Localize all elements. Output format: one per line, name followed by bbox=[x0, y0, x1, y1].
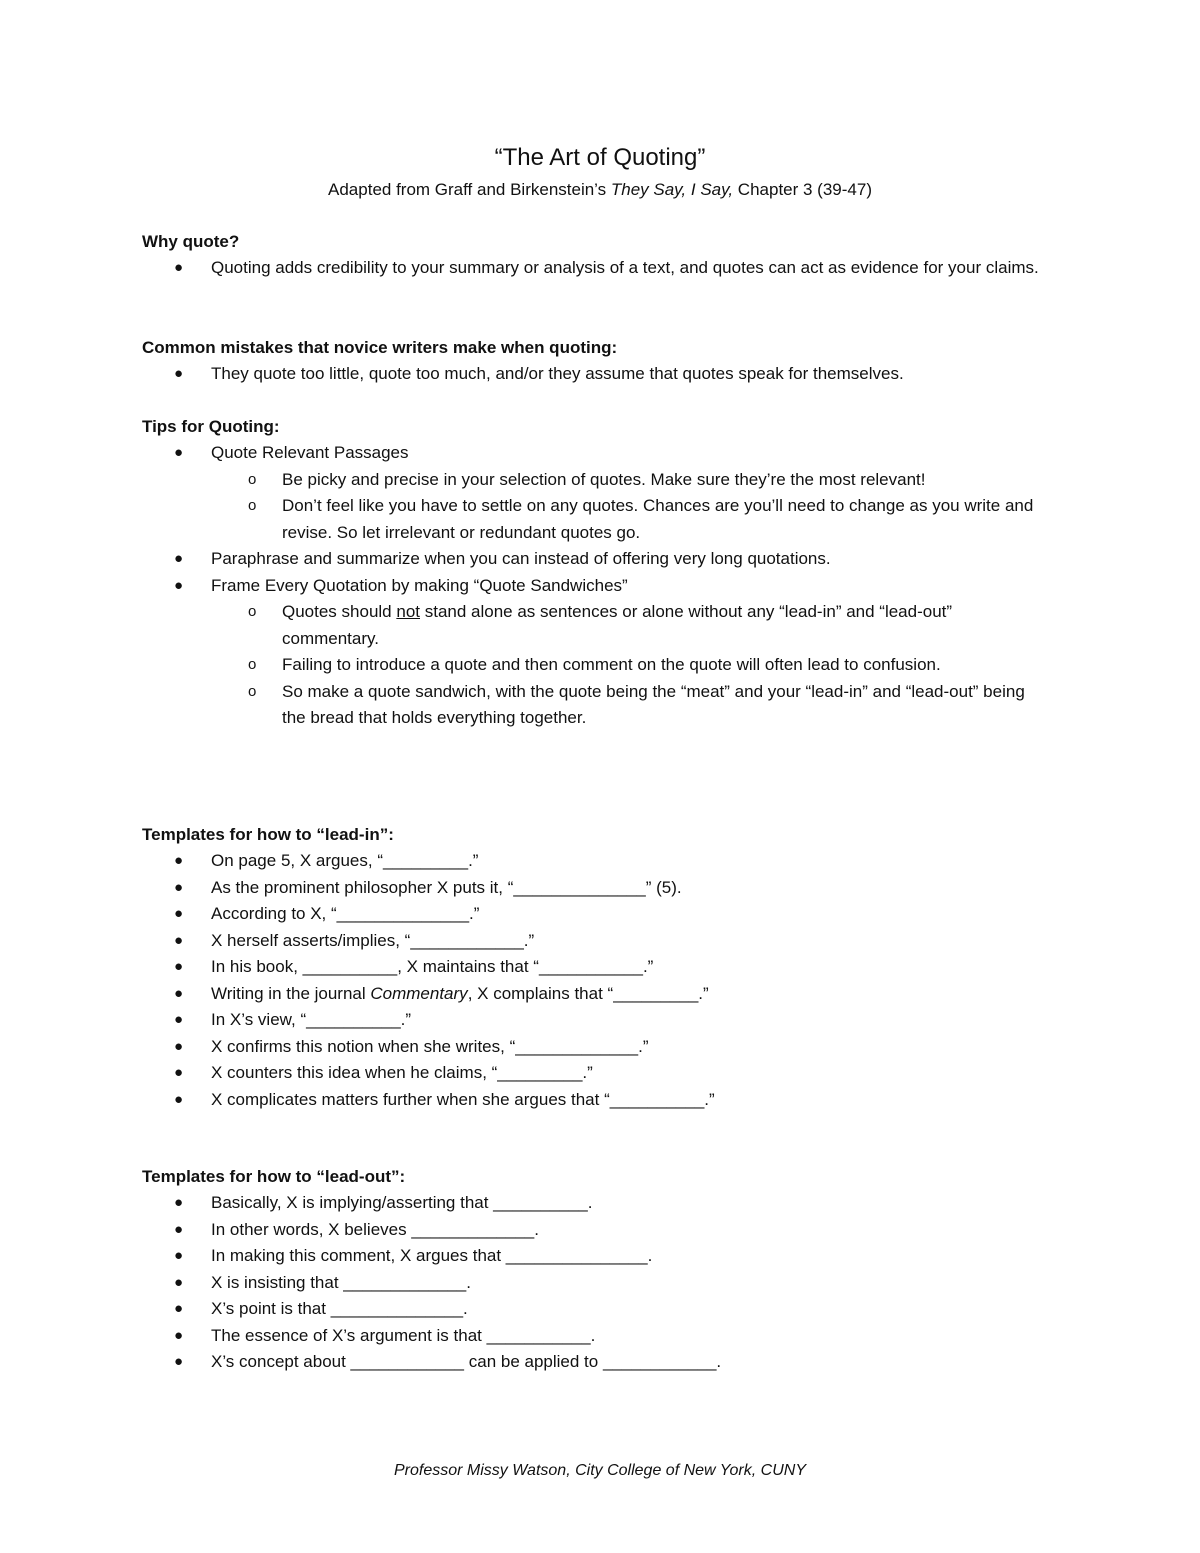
document-title: “The Art of Quoting” bbox=[494, 144, 706, 171]
sub-list-item-text: So make a quote sandwich, with the quote being the “meat” and your “lead-in” and “lead-out” being the bread that holds everything together. bbox=[282, 681, 1025, 727]
list-item bbox=[142, 546, 1052, 573]
bullet-icon: ● bbox=[174, 1011, 184, 1028]
list-item bbox=[142, 1296, 1052, 1323]
sub-list-item-text: Be picky and precise in your selection of quotes. Make sure they’re the most relevant! bbox=[282, 469, 926, 489]
section-heading: Templates for how to “lead-in”: bbox=[142, 825, 394, 844]
list-item bbox=[142, 1217, 1052, 1244]
bullet-icon: ● bbox=[174, 550, 184, 567]
list-item bbox=[142, 1034, 1052, 1061]
sub-list bbox=[211, 467, 1052, 547]
list-item bbox=[142, 1007, 1052, 1034]
sub-list-item-text: stand alone as sentences or alone without any “lead-in” and “lead-out” commentary. bbox=[282, 602, 953, 648]
list-item bbox=[142, 981, 1052, 1008]
bullet-icon: ● bbox=[174, 878, 184, 896]
section-lead-in-templates bbox=[142, 822, 1052, 1113]
underlined-word: not bbox=[396, 602, 420, 621]
bullet-icon: ● bbox=[174, 1353, 184, 1370]
subtitle-book-title: They Say, I Say, bbox=[610, 180, 734, 199]
list-item-text: The essence of X’s argument is that ___________. bbox=[211, 1325, 596, 1345]
sub-list-item bbox=[211, 467, 1052, 494]
bullet-icon: ● bbox=[174, 1037, 184, 1055]
sub-list-item-text: Failing to introduce a quote and then comment on the quote will often lead to confusion. bbox=[282, 655, 941, 674]
list-item bbox=[142, 875, 1052, 902]
journal-title: Commentary bbox=[370, 983, 468, 1003]
bullet-icon: ● bbox=[174, 905, 184, 922]
sub-list-item bbox=[211, 599, 1052, 652]
bullet-list bbox=[142, 1190, 1052, 1376]
list-item-text: According to X, “______________.” bbox=[211, 904, 480, 923]
list-item bbox=[142, 361, 1052, 388]
circle-bullet-icon: o bbox=[248, 497, 257, 514]
bullet-icon: ● bbox=[174, 444, 184, 461]
bullet-icon: ● bbox=[174, 1247, 184, 1264]
list-item-text: X complicates matters further when she argues that “__________.” bbox=[211, 1089, 715, 1109]
list-item-text: Basically, X is implying/asserting that __________. bbox=[211, 1193, 593, 1212]
list-item-text: On page 5, X argues, “_________.” bbox=[211, 851, 479, 870]
list-item-text: Quoting adds credibility to your summary or analysis of a text, and quotes can act as evidence for your claims. bbox=[211, 258, 1039, 277]
list-item bbox=[142, 1060, 1052, 1087]
bullet-icon: ● bbox=[174, 1326, 184, 1344]
list-item-text: Paraphrase and summarize when you can instead of offering very long quotations. bbox=[211, 549, 831, 568]
list-item bbox=[142, 848, 1052, 875]
section-heading: Templates for how to “lead-out”: bbox=[142, 1167, 406, 1186]
bullet-icon: ● bbox=[174, 1220, 184, 1238]
circle-bullet-icon: o bbox=[248, 656, 257, 673]
section-heading: Common mistakes that novice writers make when quoting: bbox=[142, 338, 618, 357]
section-heading: Tips for Quoting: bbox=[142, 417, 280, 436]
list-item bbox=[142, 1243, 1052, 1270]
bullet-icon: ● bbox=[174, 931, 184, 949]
section-lead-out-templates bbox=[142, 1164, 1052, 1376]
sub-list-item-text: Quotes should bbox=[282, 602, 397, 621]
list-item-text: In X’s view, “__________.” bbox=[211, 1010, 412, 1029]
circle-bullet-icon: o bbox=[248, 603, 257, 620]
list-item bbox=[142, 954, 1052, 981]
section-tips bbox=[142, 414, 1052, 732]
list-item bbox=[142, 255, 1052, 282]
bullet-icon: ● bbox=[174, 984, 184, 1002]
bullet-list bbox=[142, 255, 1052, 282]
bullet-icon: ● bbox=[174, 1064, 184, 1081]
list-item-text: X is insisting that _____________. bbox=[211, 1272, 471, 1292]
list-item-text: Frame Every Quotation by making “Quote Sandwiches” bbox=[211, 575, 628, 595]
list-item-text: In other words, X believes _____________. bbox=[211, 1219, 539, 1239]
list-item-text: They quote too little, quote too much, and/or they assume that quotes speak for themselves. bbox=[211, 364, 904, 383]
bullet-icon: ● bbox=[174, 576, 184, 594]
circle-bullet-icon: o bbox=[248, 470, 257, 488]
list-item bbox=[142, 440, 1052, 546]
list-item-text: X’s point is that ______________. bbox=[211, 1299, 468, 1318]
bullet-icon: ● bbox=[174, 1300, 184, 1317]
list-item bbox=[142, 901, 1052, 928]
list-item-text: In making this comment, X argues that _______________. bbox=[211, 1246, 653, 1265]
page-footer: Professor Missy Watson, City College of New York, CUNY bbox=[394, 1462, 806, 1479]
bullet-list bbox=[142, 848, 1052, 1113]
bullet-list bbox=[142, 440, 1052, 732]
list-item-text: Quote Relevant Passages bbox=[211, 443, 409, 462]
list-item-text: X herself asserts/implies, “____________.” bbox=[211, 930, 535, 950]
sub-list bbox=[211, 599, 1052, 732]
list-item-text: Writing in the journal bbox=[211, 983, 371, 1003]
bullet-icon: ● bbox=[174, 1090, 184, 1108]
bullet-icon: ● bbox=[174, 365, 184, 382]
bullet-icon: ● bbox=[174, 259, 184, 276]
sub-list-item bbox=[211, 493, 1052, 546]
list-item bbox=[142, 573, 1052, 732]
list-item bbox=[142, 1349, 1052, 1376]
section-common-mistakes bbox=[142, 335, 1052, 388]
subtitle-text: Adapted from Graff and Birkenstein’s bbox=[328, 180, 611, 199]
sub-list-item bbox=[211, 652, 1052, 679]
list-item-text: , X complains that “_________.” bbox=[467, 983, 709, 1003]
subtitle-chapter: Chapter 3 (39-47) bbox=[733, 180, 872, 199]
circle-bullet-icon: o bbox=[248, 682, 257, 700]
list-item-text: X’s concept about ____________ can be applied to ____________. bbox=[211, 1352, 722, 1371]
list-item bbox=[142, 1323, 1052, 1350]
list-item bbox=[142, 1270, 1052, 1297]
section-why-quote bbox=[142, 229, 1052, 282]
list-item-text: X confirms this notion when she writes, “_____________.” bbox=[211, 1036, 649, 1056]
list-item bbox=[142, 928, 1052, 955]
bullet-icon: ● bbox=[174, 852, 184, 869]
bullet-icon: ● bbox=[174, 958, 184, 975]
bullet-list bbox=[142, 361, 1052, 388]
sub-list-item-text: Don’t feel like you have to settle on any quotes. Chances are you’ll need to change as you write and revise. So let irrelevant or redundant quotes go. bbox=[282, 496, 1034, 542]
document-subtitle bbox=[0, 180, 1200, 200]
list-item-text: As the prominent philosopher X puts it, “______________” (5). bbox=[211, 877, 682, 897]
list-item bbox=[142, 1190, 1052, 1217]
bullet-icon: ● bbox=[174, 1273, 184, 1291]
section-heading: Why quote? bbox=[142, 232, 240, 251]
list-item bbox=[142, 1087, 1052, 1114]
sub-list-item bbox=[211, 679, 1052, 732]
bullet-icon: ● bbox=[174, 1194, 184, 1211]
list-item-text: In his book, __________, X maintains that “___________.” bbox=[211, 957, 654, 976]
list-item-text: X counters this idea when he claims, “_________.” bbox=[211, 1063, 593, 1082]
